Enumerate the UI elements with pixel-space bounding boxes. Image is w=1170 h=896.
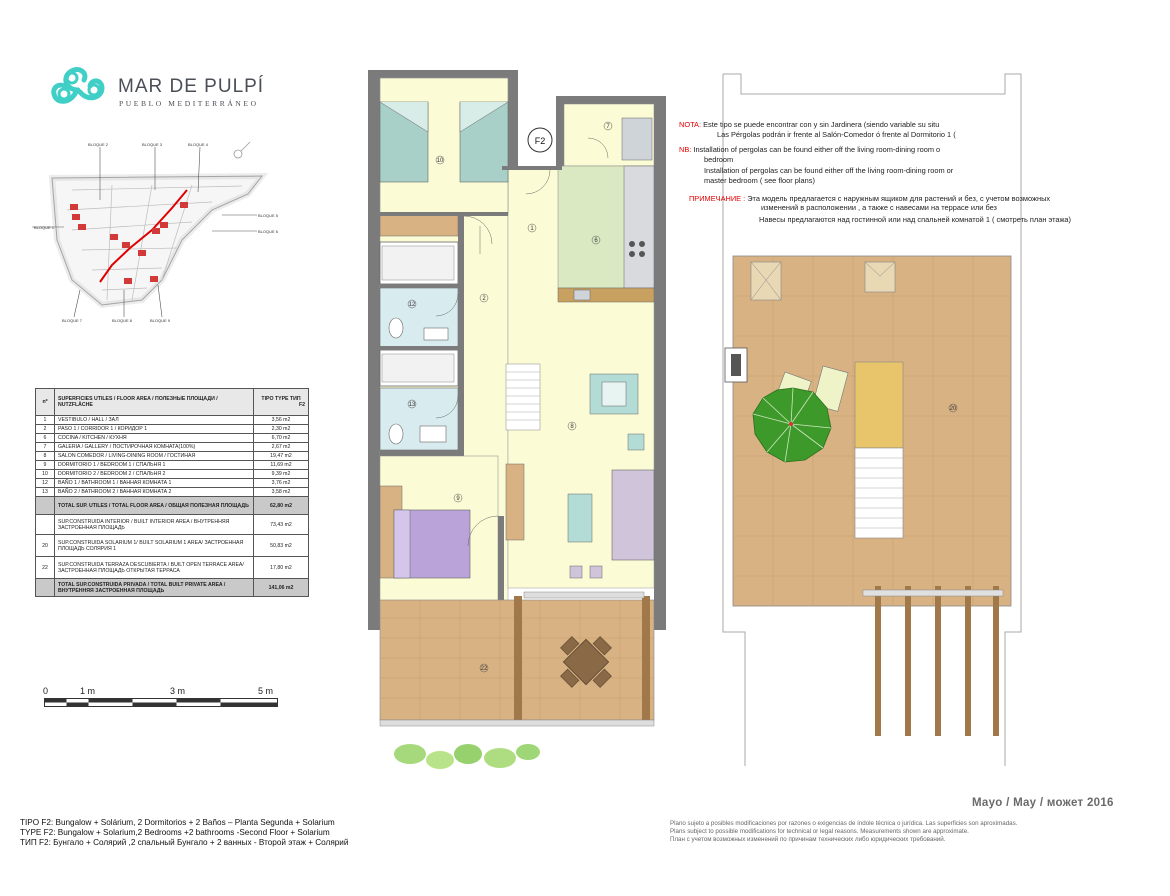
bloque-label: BLOQUE 4 bbox=[188, 142, 209, 147]
room-number: 2 bbox=[482, 296, 486, 302]
plants-icon bbox=[394, 744, 540, 769]
bloque-label: BLOQUE 7 bbox=[62, 318, 83, 323]
table-row-total: TOTAL SUP.CONSTRUIDA PRIVADA / TOTAL BUILT PRIVATE AREA / ВНУТРЕННЯЯ ЗАСТРОЕННАЯ ПЛОЩАДЬ 141,06 m2 bbox=[36, 579, 309, 597]
type-badge: F2 bbox=[534, 136, 546, 146]
table-row: 7 GALERIA / GALLERY / ПОСТИРОЧНАЯ КОМНАТА(100%) 2,67 m2 bbox=[36, 443, 309, 452]
room-number: 1 bbox=[530, 226, 534, 232]
room-number: 7 bbox=[606, 124, 610, 130]
bloque-label: BLOQUE 2 bbox=[88, 142, 109, 147]
bloque-label: BLOQUE 1 bbox=[34, 225, 55, 230]
room-number: 13 bbox=[408, 402, 416, 408]
table-row: 22 SUP.CONSTRUIDA TERRAZA DESCUBIERTA / BUILT OPEN TERRACE AREA/ ЗАСТРОЕННАЯ ПЛОЩАДЬ ОТКРЫТАЯ ТЕРРАСА 17,80 m2 bbox=[36, 557, 309, 579]
table-row: 2 PASO 1 / CORRIDOR 1 / КОРИДОР 1 2,30 m2 bbox=[36, 425, 309, 434]
table-row: SUP.CONSTRUIDA INTERIOR / BUILT INTERIOR AREA / ВНУТРЕННЯЯ ЗАСТРОЕННАЯ ПЛОЩАДЬ 73,43 m2 bbox=[36, 515, 309, 535]
room-number: 12 bbox=[408, 302, 416, 308]
bloque-label: BLOQUE 5 bbox=[258, 213, 279, 218]
site-plan-map bbox=[12, 130, 312, 330]
bloque-label: BLOQUE 8 bbox=[112, 318, 133, 323]
type-description: TIPO F2: Bungalow + Solárium, 2 Dormitorios + 2 Baños – Planta Segunda + Solarium TYPE F2: Bungalow + Solarium,2 Bedrooms +2 bathrooms -Second Floor + Solarium ТИП F2: Бунгало + Солярий ,2 спальный Бунгало + 2 ванных - Второй этаж + Солярий bbox=[20, 818, 349, 847]
room-number: 20 bbox=[949, 406, 957, 412]
table-row: 13 BAÑO 2 / BATHROOM 2 / ВАННАЯ КОМНАТА 2 3,58 m2 bbox=[36, 488, 309, 497]
bloque-label: BLOQUE 6 bbox=[258, 229, 279, 234]
table-row: 8 SALON COMEDOR / LIVING-DINING ROOM / ГОСТИНАЯ 19,47 m2 bbox=[36, 452, 309, 461]
floor-plan-second-floor bbox=[360, 66, 670, 786]
table-row: 1 VESTIBULO / HALL / ЗАЛ 3,56 m2 bbox=[36, 416, 309, 425]
table-row: 12 BAÑO 1 / BATHROOM 1 / ВАННАЯ КОМНАТА 1 3,76 m2 bbox=[36, 479, 309, 488]
bloque-label: BLOQUE 3 bbox=[142, 142, 163, 147]
room-number: 10 bbox=[436, 158, 444, 164]
room-number: 6 bbox=[594, 238, 598, 244]
bloque-label: BLOQUE 9 bbox=[150, 318, 171, 323]
table-row: 10 DORMITORIO 2 / BEDROOM 2 / СПАЛЬНЯ 2 9,39 m2 bbox=[36, 470, 309, 479]
area-table: nº SUPERFICIES UTILES / FLOOR AREA / ПОЛЕЗНЫЕ ПЛОЩАДИ / NUTZFLÄCHE TIPO TYPE ТИП F2 1 VESTIBULO / HALL / ЗАЛ 3,56 m2 2 PASO 1 / CORRIDOR 1 / КОРИДОР 1 2,30 m2 6 COCINA / KITCHEN / КУХНЯ 6,70 m2 7 GALERIA / GALLERY / ПОСТИРОЧНАЯ КОМНАТА(100%) 2,67 m2 8 SALON COMEDOR / LIVING-DINING ROOM / ГОСТИНАЯ 19,47 m2 9 DORMITORIO 1 / BEDROOM 1 / СПАЛЬНЯ 1 11,69 m2 10 DORMITORIO 2 / BEDROOM 2 / СПАЛЬНЯ 2 9,39 m2 12 BAÑO 1 / BATHROOM 1 / ВАННАЯ КОМНАТА 1 3,76 m2 13 BAÑO 2 / BATHROOM 2 / ВАННАЯ КОМНАТА 2 3,58 m2 TOTAL SUP. UTILES / TOTAL FLOOR AREA / ОБЩАЯ ПОЛЕЗНАЯ ПЛОЩАДЬ 62,80 m2 SUP.CONSTRUIDA INTERIOR / BUILT INTERIOR AREA / ВНУТРЕННЯЯ ЗАСТРОЕННАЯ ПЛОЩАДЬ 73,43 m2 20 SUP.CONSTRUIDA SOLARIUM 1/ BUILT SOLARIUM 1 AREA/ ЗАСТРОЕННАЯ ПЛОЩАДЬ СОЛЯРИЯ 1 50,83 m2 22 SUP.CONSTRUIDA TERRAZA DESCUBIERTA / BUILT OPEN TERRACE AREA/ ЗАСТРОЕННАЯ ПЛОЩАДЬ ОТКРЫТАЯ ТЕРРАСА 17,80 m2 TOTAL SUP.CONSTRUIDA PRIVADA / TOTAL BUILT PRIVATE AREA / ВНУТРЕННЯЯ ЗАСТРОЕННАЯ ПЛОЩАДЬ 141,06 m2 bbox=[35, 388, 309, 597]
notes-block: NOTA: Este tipo se puede encontrar con y sin Jardinera (siendo variable su situ Las Pérgolas podrán ir frente al Salón-Comedor ó frente al Dormitorio 1 ( NB: Installation of pergolas can be found either off the living room-dining room o bedroom Installation of pergolas can be found either off the living room-dining room or master bedroom ( see floor plans) ПРИМЕЧАНИЕ : Эта модель предлагается с наружным ящиком для растений и без, с учетом возможных изменений в расположении , а также с навесами на террасе или без Навесы предлагаются над гостинной или над спальней комнатой 1 ( смотреть план этажа) bbox=[679, 120, 1071, 224]
room-number: 8 bbox=[570, 424, 574, 430]
plan-date: Mayo / May / может 2016 bbox=[972, 797, 1114, 809]
table-row: 6 COCINA / KITCHEN / КУХНЯ 6,70 m2 bbox=[36, 434, 309, 443]
room-number: 22 bbox=[480, 666, 488, 672]
triskele-logo-icon bbox=[42, 60, 114, 122]
brand-name: MAR DE PULPÍ bbox=[118, 76, 265, 97]
table-row-total: TOTAL SUP. UTILES / TOTAL FLOOR AREA / ОБЩАЯ ПОЛЕЗНАЯ ПЛОЩАДЬ 62,80 m2 bbox=[36, 497, 309, 515]
disclaimer: Plano sujeto a posibles modificaciones por razones o exigencias de índole técnica o jurídica. Las superficies son aproximadas. Plans subject to possible modifications for technical or legal reasons. Measurements shown are approximate. План с учетом возможных изменений по причинам технических либо юридических требований. bbox=[670, 820, 1018, 844]
table-row: 9 DORMITORIO 1 / BEDROOM 1 / СПАЛЬНЯ 1 11,69 m2 bbox=[36, 461, 309, 470]
table-row: 20 SUP.CONSTRUIDA SOLARIUM 1/ BUILT SOLARIUM 1 AREA/ ЗАСТРОЕННАЯ ПЛОЩАДЬ СОЛЯРИЯ 1 50,83 m2 bbox=[36, 535, 309, 557]
scale-bar-graphic bbox=[44, 698, 278, 708]
north-arrow-icon bbox=[234, 142, 250, 158]
brand-subtitle: PUEBLO MEDITERRÁNEO bbox=[119, 99, 259, 108]
room-number: 9 bbox=[456, 496, 460, 502]
